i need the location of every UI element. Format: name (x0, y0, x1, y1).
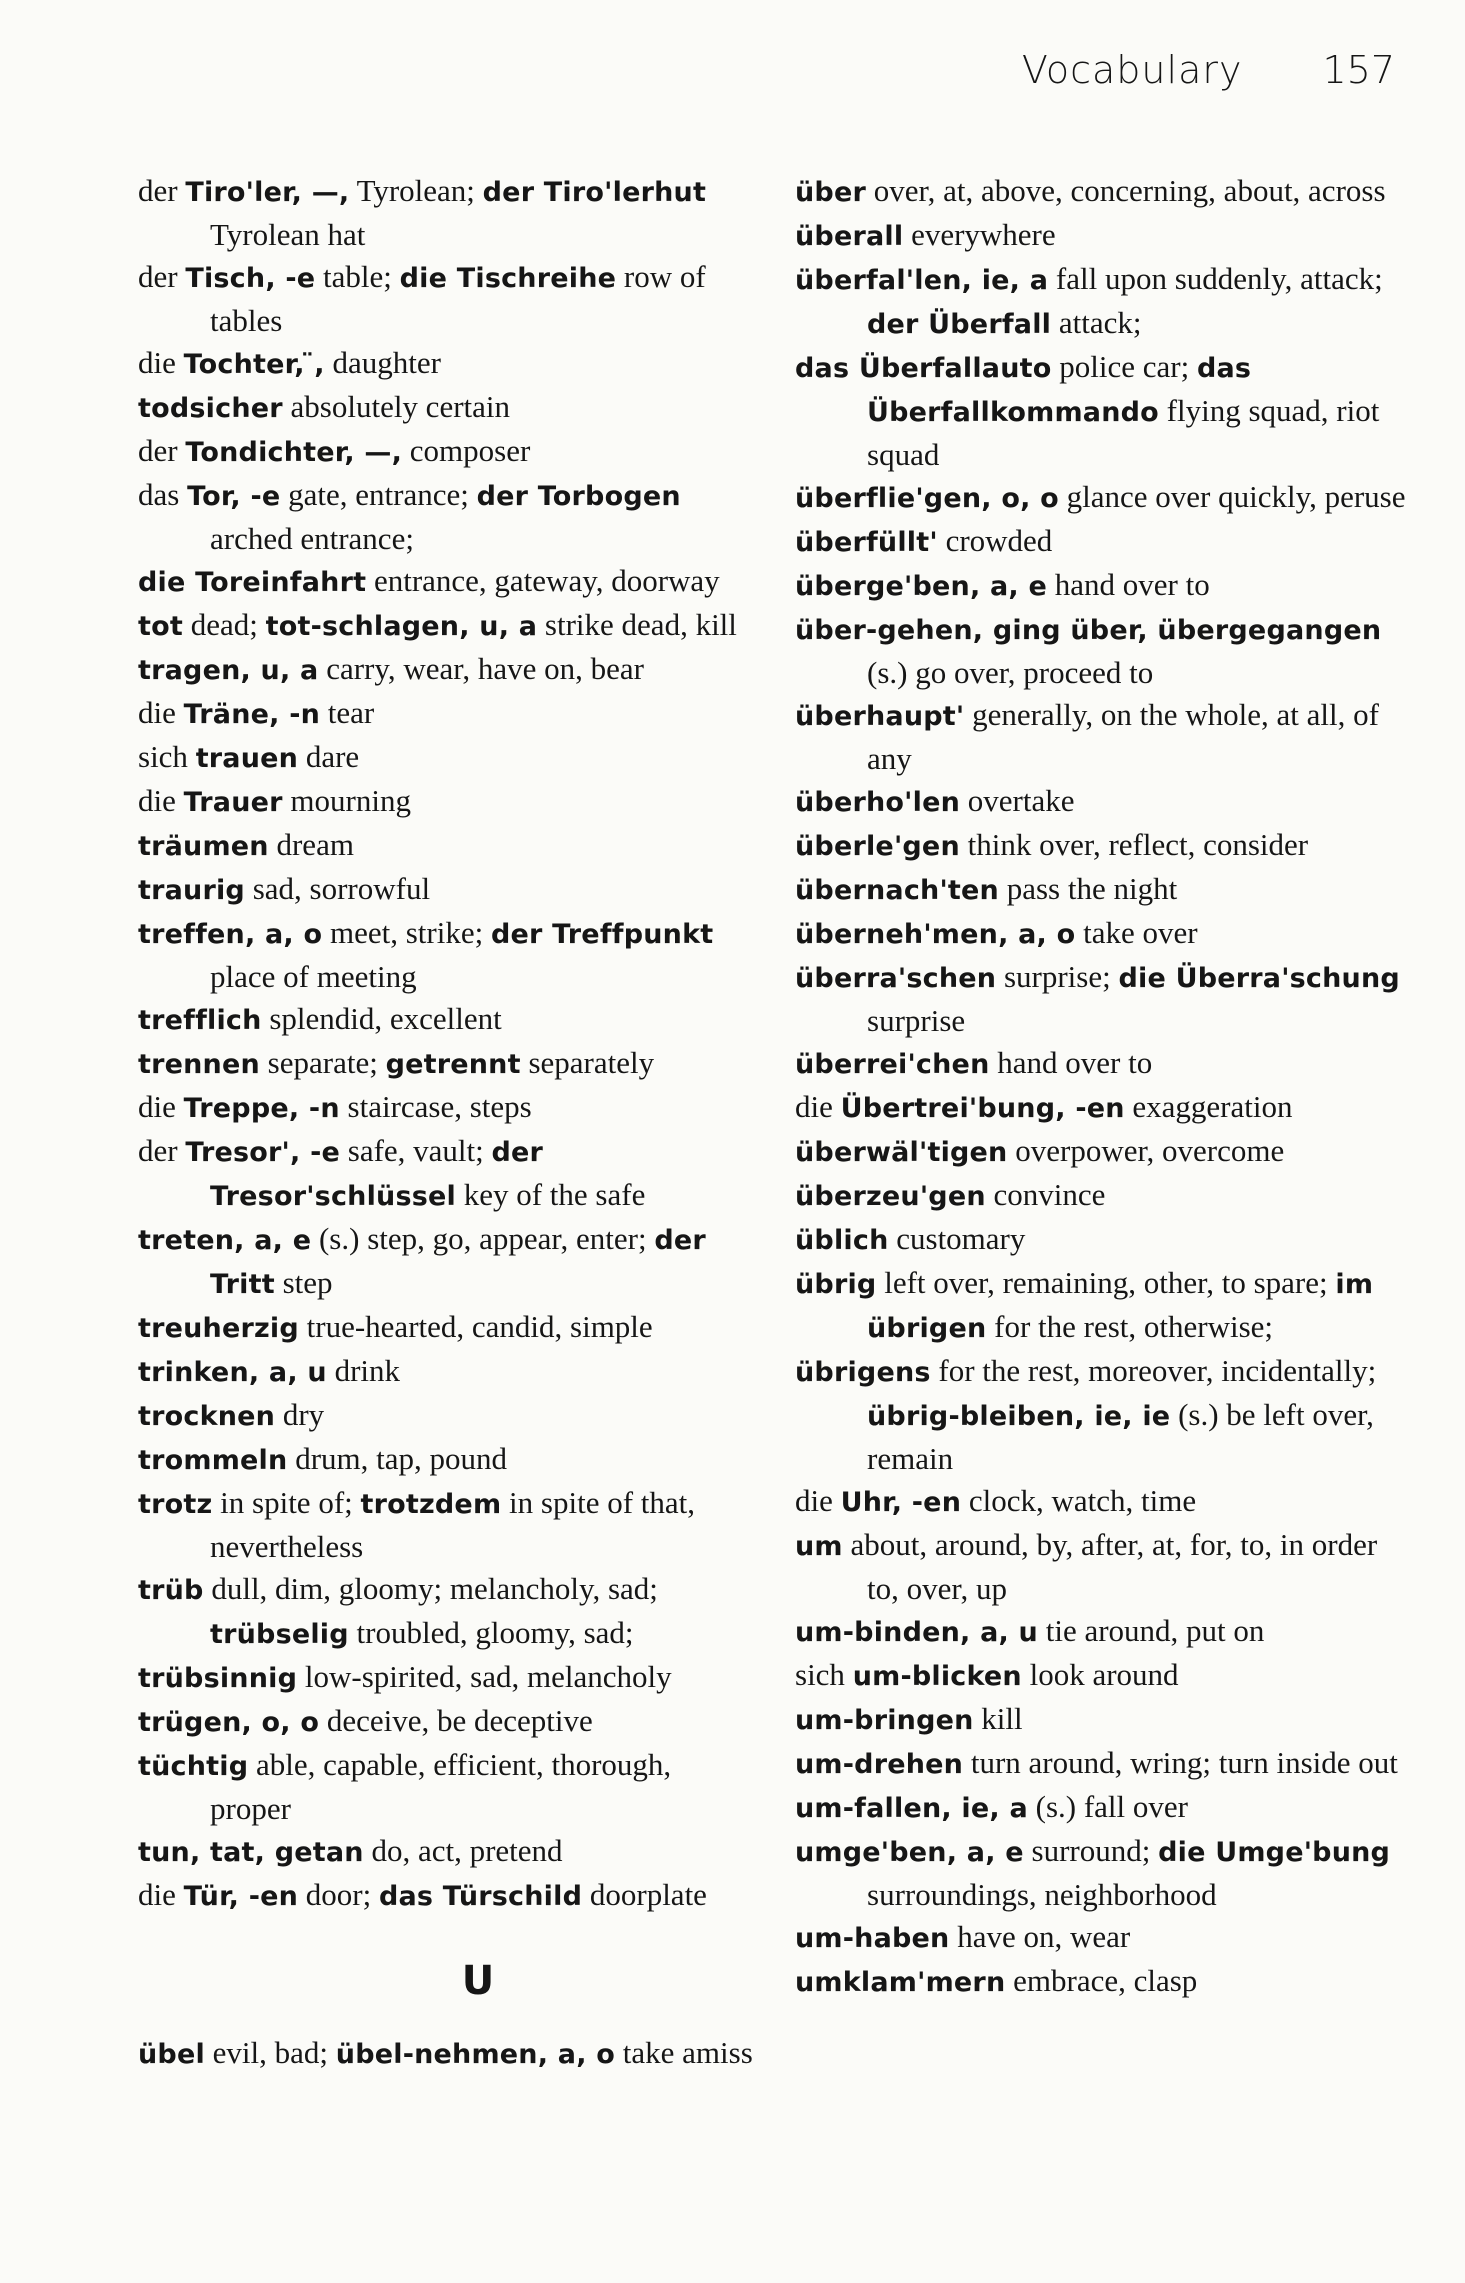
entry-definition: staircase, steps (339, 1089, 532, 1124)
entry-headword: treten, a, e (138, 1225, 312, 1256)
vocab-entry (138, 1482, 758, 1568)
vocab-entry (795, 1086, 1415, 1130)
vocab-entry (795, 694, 1415, 780)
entry-prefix: der (138, 259, 186, 294)
vocab-entry (138, 604, 758, 648)
vocab-entry (795, 258, 1415, 346)
entry-headword: überrei'chen (795, 1049, 990, 1080)
vocab-entry (138, 824, 758, 868)
page-header (140, 48, 1395, 92)
vocab-entry (795, 824, 1415, 868)
entry-definition: embrace, clasp (1005, 1963, 1198, 1998)
vocab-entry (795, 1042, 1415, 1086)
vocab-entry (795, 1610, 1415, 1654)
entry-definition: left over, remaining, other, to spare; (876, 1265, 1336, 1300)
entry-definition: in spite of; (212, 1485, 361, 1520)
entry-subheadword: der Treffpunkt (490, 919, 714, 950)
vocab-entry (795, 1830, 1415, 1916)
entry-subheadword: tot-schlagen, u, a (265, 611, 538, 642)
entry-definition: mourning (282, 783, 411, 818)
entry-headword: tragen, u, a (138, 655, 319, 686)
vocab-entry (138, 1568, 758, 1656)
entry-definition: Tyrolean; (349, 173, 483, 208)
entry-prefix: die (795, 1089, 841, 1124)
vocab-entry (795, 1786, 1415, 1830)
entry-headword: träumen (138, 831, 269, 862)
entry-definition: fall upon suddenly, attack; (1048, 261, 1383, 296)
vocab-entry (138, 736, 758, 780)
entry-definition: dream (268, 827, 354, 862)
entry-headword: übernach'ten (795, 875, 999, 906)
entry-definition: over, at, above, concerning, about, across (865, 173, 1386, 208)
entry-subdefinition: surroundings, neighborhood (867, 1877, 1217, 1912)
entry-definition: think over, reflect, consider (959, 827, 1309, 862)
entry-headword: Tochter, ̈, (183, 349, 325, 380)
entry-prefix: sich (795, 1657, 853, 1692)
entry-subheadword: der Tritt (210, 1225, 706, 1300)
entry-headword: trügen, o, o (138, 1707, 320, 1738)
vocab-entry (138, 430, 758, 474)
vocab-entry (138, 1218, 758, 1306)
vocab-entry (795, 1262, 1415, 1350)
entry-headword: um-binden, a, u (795, 1617, 1038, 1648)
entry-definition: low-spirited, sad, melancholy (297, 1659, 672, 1694)
entry-headword: überfüllt' (795, 527, 938, 558)
entry-definition: about, around, by, after, at, for, to, in order to, over, up (842, 1527, 1378, 1606)
entry-definition: door; (298, 1877, 379, 1912)
entry-definition: take over (1075, 915, 1198, 950)
vocab-entry (138, 386, 758, 430)
entry-definition: customary (888, 1221, 1026, 1256)
entry-headword: tüchtig (138, 1751, 249, 1782)
entry-definition: surround; (1023, 1833, 1159, 1868)
entry-definition: carry, wear, have on, bear (318, 651, 644, 686)
vocab-entry (795, 1742, 1415, 1786)
vocab-entry (795, 912, 1415, 956)
entry-subheadword: getrennt (385, 1049, 521, 1080)
vocab-entry (138, 868, 758, 912)
entry-headword: überall (795, 221, 904, 252)
entry-headword: übrig (795, 1269, 877, 1300)
entry-definition: daughter (324, 345, 441, 380)
entry-headword: trommeln (138, 1445, 288, 1476)
entry-definition: dare (298, 739, 360, 774)
vocab-entry (138, 648, 758, 692)
entry-definition: dull, dim, gloomy; melancholy, sad; (203, 1571, 658, 1606)
vocab-entry (138, 1394, 758, 1438)
entry-subdefinition: for the rest, otherwise; (986, 1309, 1274, 1344)
entry-headword: Tisch, -e (185, 263, 316, 294)
vocab-entry (138, 1744, 758, 1830)
entry-subdefinition: Tyrolean hat (210, 217, 366, 252)
entry-definition: entrance, gateway, doorway (366, 563, 720, 598)
vocab-entry (795, 956, 1415, 1042)
entry-subdefinition: separately (520, 1045, 655, 1080)
entry-definition: do, act, pretend (363, 1833, 563, 1868)
entry-definition: generally, on the whole, at all, of any (867, 697, 1379, 776)
entry-definition: crowded (937, 523, 1053, 558)
entry-definition: everywhere (903, 217, 1056, 252)
vocab-entry (138, 2032, 758, 2076)
entry-definition: exaggeration (1124, 1089, 1293, 1124)
entry-prefix: der (138, 433, 186, 468)
vocab-entry (138, 1700, 758, 1744)
entry-definition: drink (326, 1353, 401, 1388)
entry-headword: Tiro'ler, —, (185, 177, 350, 208)
entry-definition: sad, sorrowful (244, 871, 431, 906)
entry-subheadword: das Türschild (378, 1881, 583, 1912)
entry-headword: überle'gen (795, 831, 960, 862)
entry-definition: for the rest, moreover, incidentally; (930, 1353, 1377, 1388)
entry-prefix: das (138, 477, 188, 512)
vocab-entry (795, 564, 1415, 608)
entry-headword: um-drehen (795, 1749, 964, 1780)
entry-headword: umklam'mern (795, 1967, 1006, 1998)
entry-subdefinition: place of meeting (210, 959, 417, 994)
vocab-entry (795, 346, 1415, 476)
vocab-entry (138, 1874, 758, 1918)
right-column (795, 170, 1415, 2004)
entry-definition: (s.) go over, proceed to (867, 655, 1154, 690)
vocab-entry (795, 1350, 1415, 1480)
entry-headword: treffen, a, o (138, 919, 323, 950)
entry-subheadword: übel-nehmen, a, o (335, 2039, 616, 2070)
entry-headword: traurig (138, 875, 245, 906)
entry-definition: turn around, wring; turn inside out (963, 1745, 1398, 1780)
entry-definition: hand over to (989, 1045, 1153, 1080)
entry-definition: overpower, overcome (1007, 1133, 1285, 1168)
vocab-entry (795, 1174, 1415, 1218)
entry-subdefinition: flying squad, riot squad (867, 393, 1380, 472)
entry-headword: überfal'len, ie, a (795, 265, 1049, 296)
vocab-entry (138, 560, 758, 604)
entry-definition: splendid, excellent (261, 1001, 502, 1036)
entry-subdefinition: row of tables (210, 259, 706, 338)
entry-headword: Übertrei'bung, -en (840, 1093, 1125, 1124)
entry-prefix: die (138, 1877, 184, 1912)
vocab-entry (138, 1656, 758, 1700)
entry-headword: trocknen (138, 1401, 276, 1432)
vocab-entry (795, 1480, 1415, 1524)
entry-headword: überneh'men, a, o (795, 919, 1076, 950)
entry-definition: hand over to (1047, 567, 1210, 602)
vocab-entry (795, 1698, 1415, 1742)
entry-subheadword: der Tiro'lerhut (482, 177, 707, 208)
entry-subdefinition: in spite of that, nevertheless (210, 1485, 696, 1564)
entry-subheadword: übrig-bleiben, ie, ie (867, 1401, 1171, 1432)
entry-definition: convince (985, 1177, 1106, 1212)
entry-headword: überho'len (795, 787, 961, 818)
page-number: 157 (1322, 48, 1395, 92)
entry-headword: die Toreinfahrt (138, 567, 367, 598)
entry-subheadword: trotzdem (360, 1489, 502, 1520)
vocab-entry (795, 170, 1415, 214)
entry-subheadword: die Umge'bung (1158, 1837, 1391, 1868)
entry-headword: todsicher (138, 393, 283, 424)
entry-headword: trübsinnig (138, 1663, 298, 1694)
entry-subdefinition: surprise (867, 1003, 966, 1038)
entry-definition: tie around, put on (1037, 1613, 1265, 1648)
entry-definition: separate; (259, 1045, 386, 1080)
entry-headword: trotz (138, 1489, 213, 1520)
entry-definition: pass the night (998, 871, 1178, 906)
vocab-entry (138, 474, 758, 560)
vocab-entry (795, 608, 1415, 694)
entry-definition: glance over quickly, peruse (1058, 479, 1406, 514)
entry-headword: Uhr, -en (840, 1487, 962, 1518)
entry-headword: um-blicken (852, 1661, 1022, 1692)
entry-headword: Treppe, -n (183, 1093, 340, 1124)
vocab-entry (138, 1086, 758, 1130)
vocab-entry (795, 1130, 1415, 1174)
vocab-entry (138, 1042, 758, 1086)
entry-definition: table; (315, 259, 400, 294)
entry-subdefinition: key of the safe (455, 1177, 646, 1212)
vocab-entry (138, 1350, 758, 1394)
vocab-entry (138, 1830, 758, 1874)
entry-headword: Tondichter, —, (185, 437, 403, 468)
entry-definition: composer (402, 433, 531, 468)
entry-headword: Tor, -e (187, 481, 281, 512)
entry-headword: üblich (795, 1225, 889, 1256)
entry-subdefinition: (s.) be left over, remain (867, 1397, 1374, 1476)
entry-headword: überwäl'tigen (795, 1137, 1008, 1168)
entry-subheadword: der Tresor'schlüssel (210, 1137, 544, 1212)
entry-definition: overtake (960, 783, 1075, 818)
entry-prefix: die (795, 1483, 841, 1518)
vocab-entry (795, 1218, 1415, 1262)
entry-subdefinition: strike dead, kill (537, 607, 737, 642)
entry-subheadword: der Überfall (867, 309, 1052, 340)
entry-definition: dead; (182, 607, 266, 642)
entry-headword: um-bringen (795, 1705, 974, 1736)
entry-headword: trennen (138, 1049, 260, 1080)
vocab-entry (138, 342, 758, 386)
vocab-entry (795, 1654, 1415, 1698)
entry-subdefinition: troubled, gloomy, sad; (348, 1615, 634, 1650)
entry-definition: kill (973, 1701, 1023, 1736)
entry-headword: Tresor', -e (185, 1137, 340, 1168)
entry-definition: drum, tap, pound (287, 1441, 507, 1476)
running-title: Vocabulary (1021, 48, 1243, 92)
entry-headword: Trauer (183, 787, 283, 818)
entry-definition: true-hearted, candid, simple (298, 1309, 653, 1344)
entry-headword: das Überfallauto (795, 353, 1052, 384)
vocab-entry (795, 476, 1415, 520)
entry-definition: meet, strike; (322, 915, 491, 950)
entry-headword: übrigens (795, 1357, 931, 1388)
entry-prefix: der (138, 1133, 186, 1168)
entry-subdefinition: doorplate (582, 1877, 707, 1912)
entry-headword: um-fallen, ie, a (795, 1793, 1028, 1824)
vocab-entry (138, 692, 758, 736)
entry-definition: dry (275, 1397, 325, 1432)
entry-definition: (s.) fall over (1027, 1789, 1188, 1824)
vocab-entry (795, 214, 1415, 258)
left-column (138, 170, 758, 2076)
entry-definition: able, capable, efficient, thorough, proper (210, 1747, 672, 1826)
entry-headword: um-haben (795, 1923, 950, 1954)
entry-subdefinition: attack; (1051, 305, 1142, 340)
entry-definition: police car; (1051, 349, 1197, 384)
entry-prefix: die (138, 345, 184, 380)
entry-prefix: die (138, 783, 184, 818)
entry-definition: (s.) step, go, appear, enter; (311, 1221, 655, 1256)
entry-definition: evil, bad; (204, 2035, 336, 2070)
entry-definition: look around (1021, 1657, 1179, 1692)
vocab-entry (795, 780, 1415, 824)
entry-headword: tun, tat, getan (138, 1837, 364, 1868)
vocab-entry (138, 780, 758, 824)
entry-definition: have on, wear (949, 1919, 1131, 1954)
entry-prefix: der (138, 173, 186, 208)
entry-subheadword: im übrigen (867, 1269, 1374, 1344)
entry-definition: absolutely certain (282, 389, 511, 424)
entry-headword: trefflich (138, 1005, 262, 1036)
entry-headword: trinken, a, u (138, 1357, 327, 1388)
vocab-entry (138, 998, 758, 1042)
entry-subheadword: die Tischreihe (399, 263, 617, 294)
entry-headword: überflie'gen, o, o (795, 483, 1059, 514)
vocab-entry (138, 1438, 758, 1482)
entry-headword: umge'ben, a, e (795, 1837, 1024, 1868)
entry-subdefinition: step (274, 1265, 333, 1300)
vocab-entry (138, 1130, 758, 1218)
entry-headword: über (795, 177, 866, 208)
vocab-entry (138, 912, 758, 998)
entry-headword: über-gehen, ging über, übergegangen (795, 615, 1382, 646)
entry-headword: trüb (138, 1575, 204, 1606)
entry-definition: clock, watch, time (961, 1483, 1197, 1518)
entry-prefix: sich (138, 739, 196, 774)
entry-subheadword: das Überfallkommando (867, 353, 1252, 428)
entry-definition: surprise; (996, 959, 1119, 994)
vocab-entry (795, 1960, 1415, 2004)
section-letter: U (461, 1958, 495, 2004)
entry-prefix: die (138, 695, 184, 730)
entry-headword: um (795, 1531, 843, 1562)
entry-subheadword: trübselig (210, 1619, 349, 1650)
entry-headword: Tür, -en (183, 1881, 299, 1912)
entry-subheadword: der Torbogen (476, 481, 681, 512)
entry-headword: trauen (195, 743, 299, 774)
entry-headword: tot (138, 611, 183, 642)
entry-headword: überzeu'gen (795, 1181, 986, 1212)
entry-subheadword: die Überra'schung (1118, 963, 1400, 994)
entry-headword: überge'ben, a, e (795, 571, 1047, 602)
entry-definition: gate, entrance; (280, 477, 477, 512)
entry-prefix: die (138, 1089, 184, 1124)
entry-headword: Träne, -n (183, 699, 321, 730)
entry-headword: treuherzig (138, 1313, 299, 1344)
vocab-entry (795, 868, 1415, 912)
vocab-entry (795, 1916, 1415, 1960)
entry-definition: deceive, be deceptive (319, 1703, 593, 1738)
vocab-entry (795, 520, 1415, 564)
entry-headword: überhaupt' (795, 701, 965, 732)
entry-subdefinition: arched entrance; (210, 521, 414, 556)
entry-definition: safe, vault; (340, 1133, 492, 1168)
entry-headword: überra'schen (795, 963, 997, 994)
entry-definition: tear (320, 695, 375, 730)
entry-headword: übel (138, 2039, 205, 2070)
vocab-entry (795, 1524, 1415, 1610)
vocab-entry (138, 170, 758, 256)
entry-subdefinition: take amiss (615, 2035, 753, 2070)
vocab-entry (138, 256, 758, 342)
vocab-entry (138, 1306, 758, 1350)
